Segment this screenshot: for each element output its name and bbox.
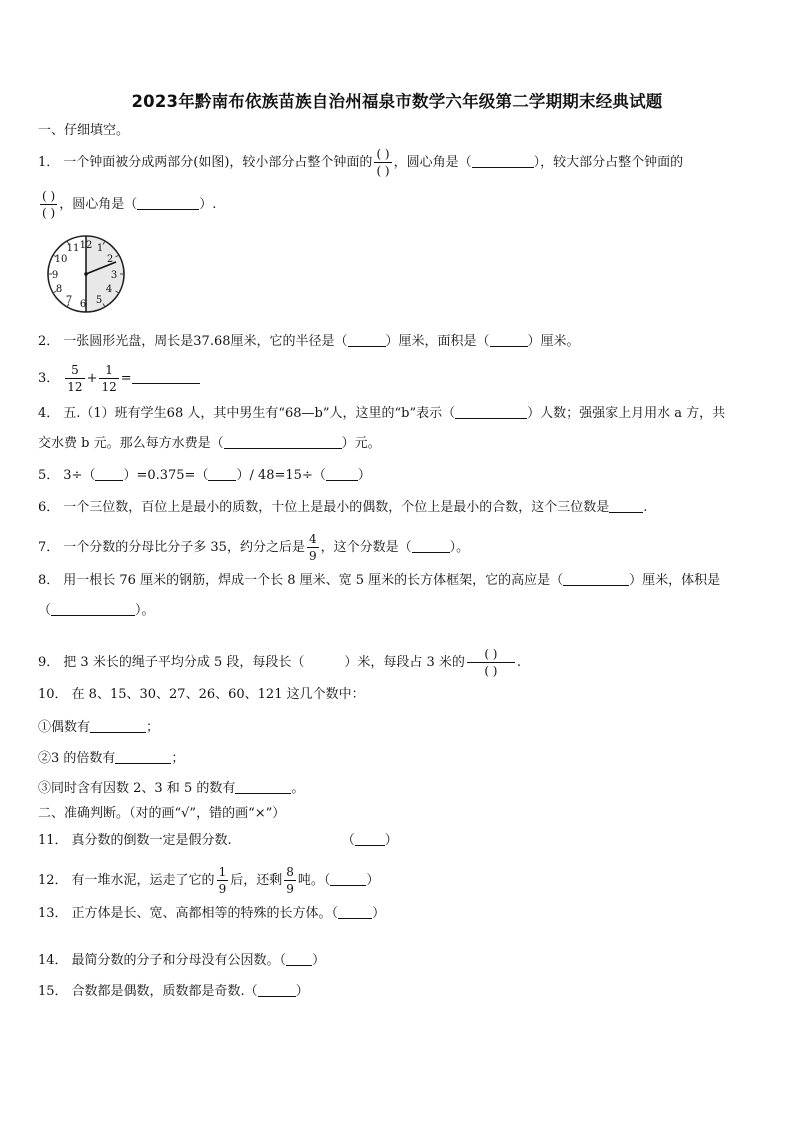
fraction-numerator: ( ) xyxy=(42,189,56,203)
question-text: 后，还剩 xyxy=(230,873,283,888)
question-text: ） xyxy=(384,833,398,848)
clock-number: 6 xyxy=(79,299,87,310)
question-text: ）厘米，面积是（ xyxy=(385,334,490,349)
clock-number: 7 xyxy=(65,295,73,306)
answer-blank[interactable] xyxy=(258,982,296,997)
question-2 xyxy=(38,332,580,351)
answer-blank[interactable] xyxy=(208,466,236,481)
question-text: 最简分数的分子和分母没有公因数。（ xyxy=(71,953,287,968)
question-13 xyxy=(38,904,385,923)
fraction-numerator: 8 xyxy=(286,865,294,879)
question-number: 3． xyxy=(38,371,60,386)
answer-blank[interactable] xyxy=(137,195,199,210)
page-title: 2023年黔南布依族苗族自治州福泉市数学六年级第二学期期末经典试题 xyxy=(131,92,663,111)
answer-blank[interactable] xyxy=(490,332,528,347)
fraction-blank[interactable] xyxy=(40,190,57,219)
equals-sign: = xyxy=(120,371,132,386)
question-text: 合数都是偶数，质数都是奇数.（ xyxy=(71,984,258,999)
fraction xyxy=(217,866,229,895)
question-number: 4． xyxy=(38,406,60,421)
question-10-part-c xyxy=(38,779,304,798)
question-text: 用一根长 76 厘米的钢筋，焊成一个长 8 厘米、宽 5 厘米的长方体框架，它的高应是（ xyxy=(63,573,564,588)
question-10 xyxy=(38,686,365,704)
clock-number: 5 xyxy=(95,295,103,306)
clock-number: 8 xyxy=(55,284,63,295)
answer-blank[interactable] xyxy=(326,466,358,481)
answer-blank[interactable] xyxy=(563,571,629,586)
question-text: ）厘米，体积是 xyxy=(629,573,721,588)
question-15 xyxy=(38,982,309,1001)
fraction-denominator: ( ) xyxy=(484,664,498,678)
section-2-heading: 二、准确判断。（对的画“√”，错的画“×”） xyxy=(38,806,286,821)
question-number: 10． xyxy=(38,687,68,702)
question-text: 3÷（ xyxy=(63,468,96,483)
question-text: ①偶数有 xyxy=(38,720,91,735)
answer-blank[interactable] xyxy=(348,332,386,347)
question-text: ）元。 xyxy=(341,436,381,451)
question-text: ③同时含有因数 2、3 和 5 的数有 xyxy=(38,781,236,796)
question-text: 在 8、15、30、27、26、60、121 这几个数中： xyxy=(71,687,365,702)
fraction-denominator: 9 xyxy=(308,549,317,563)
question-number: 8． xyxy=(38,573,60,588)
question-text: ） xyxy=(312,953,326,968)
question-text: ②3 的倍数有 xyxy=(38,751,116,766)
fraction xyxy=(65,364,84,393)
clock-number: 4 xyxy=(105,284,113,295)
question-text: 有一堆水泥，运走了它的 xyxy=(71,873,215,888)
fraction-numerator: ( ) xyxy=(376,147,390,161)
fraction-denominator: ( ) xyxy=(42,206,56,220)
clock-center xyxy=(84,272,88,276)
answer-blank[interactable] xyxy=(90,718,146,733)
question-text: 吨。（ xyxy=(297,873,331,888)
question-1-line-1 xyxy=(38,148,683,177)
answer-blank[interactable] xyxy=(472,153,534,168)
question-6 xyxy=(38,498,647,517)
question-number: 5． xyxy=(38,468,60,483)
question-text: 一个钟面被分成两部分(如图)，较小部分占整个钟面的 xyxy=(63,155,373,170)
question-text: ，圆心角是（ xyxy=(59,197,138,212)
fraction-denominator: ( ) xyxy=(376,164,390,178)
question-text: ）厘米。 xyxy=(527,334,580,349)
answer-blank[interactable] xyxy=(330,871,366,886)
section-1-heading: 一、仔细填空。 xyxy=(38,123,130,138)
question-text: ； xyxy=(171,751,185,766)
answer-blank[interactable] xyxy=(455,404,527,419)
question-number: 14． xyxy=(38,953,68,968)
fraction-denominator: 9 xyxy=(218,882,227,896)
answer-blank[interactable] xyxy=(51,601,135,616)
question-text: ）. xyxy=(199,197,217,212)
question-text: ） xyxy=(295,984,309,999)
question-text: ）米，每段占 3 米的 xyxy=(344,655,465,670)
fraction-blank[interactable] xyxy=(374,148,391,177)
answer-blank[interactable] xyxy=(115,749,171,764)
question-number: 7． xyxy=(38,540,60,555)
question-7 xyxy=(38,533,469,562)
fraction-denominator: 12 xyxy=(101,380,117,394)
clock-figure xyxy=(38,230,134,320)
question-8-line-1 xyxy=(38,571,720,590)
question-text: ）。 xyxy=(135,603,155,618)
question-text: ，这个分数是（ xyxy=(320,540,412,555)
question-8-line-2 xyxy=(38,601,155,620)
answer-blank[interactable] xyxy=(609,498,643,513)
question-number: 6． xyxy=(38,500,60,515)
question-text: （ xyxy=(38,603,52,618)
question-number: 9． xyxy=(38,655,60,670)
question-12 xyxy=(38,866,379,895)
question-number: 13． xyxy=(38,906,68,921)
question-text: 五.（1）班有学生68 人，其中男生有“68—b”人，这里的“b”表示（ xyxy=(63,406,456,421)
question-text: 正方体是长、宽、高都相等的特殊的长方体。（ xyxy=(71,906,339,921)
fraction-numerator: 1 xyxy=(218,865,227,879)
fraction-denominator: 12 xyxy=(67,380,83,394)
fraction xyxy=(284,866,296,895)
clock-number: 3 xyxy=(110,270,118,281)
question-number: 15． xyxy=(38,984,68,999)
clock-number: 10 xyxy=(54,254,68,265)
fraction-numerator: 1 xyxy=(99,364,118,379)
fraction-blank[interactable] xyxy=(467,648,515,677)
fraction-numerator: 4 xyxy=(308,532,317,546)
question-text: ； xyxy=(146,720,160,735)
fraction xyxy=(307,533,319,562)
question-14 xyxy=(38,951,325,970)
question-text: 交水费 b 元。那么每方水费是（ xyxy=(38,436,224,451)
question-number: 11． xyxy=(38,833,68,848)
question-text: ） xyxy=(357,468,371,483)
plus-sign: + xyxy=(86,371,98,386)
question-10-part-b xyxy=(38,749,184,768)
fraction-numerator: 5 xyxy=(65,364,84,379)
clock-number: 1 xyxy=(96,243,104,254)
question-text: 。 xyxy=(291,781,305,796)
question-4-line-2 xyxy=(38,434,381,453)
question-text: 把 3 米长的绳子平均分成 5 段，每段长（ xyxy=(63,655,305,670)
question-11 xyxy=(38,831,398,850)
question-text: 一个三位数，百位上是最小的质数，十位上是最小的偶数，个位上是最小的合数，这个三位数是 xyxy=(63,500,610,515)
question-text: . xyxy=(643,500,648,515)
fraction-numerator: ( ) xyxy=(467,648,515,663)
clock-number: 11 xyxy=(66,243,80,254)
question-5 xyxy=(38,466,371,485)
question-text: 一张圆形光盘，周长是37.68厘米，它的半径是（ xyxy=(63,334,348,349)
question-text: （ xyxy=(341,833,355,848)
question-4-line-1 xyxy=(38,404,725,423)
question-3 xyxy=(38,364,200,393)
clock-number: 2 xyxy=(106,254,114,265)
clock-number: 12 xyxy=(79,240,93,251)
question-text: ） xyxy=(372,906,386,921)
question-text: ） xyxy=(366,873,380,888)
question-text: 一个分数的分母比分子多 35，约分之后是 xyxy=(63,540,305,555)
question-text: ）。 xyxy=(449,540,470,555)
answer-blank[interactable] xyxy=(132,369,200,384)
answer-blank[interactable] xyxy=(412,538,450,553)
answer-blank[interactable] xyxy=(224,434,342,449)
question-text: . xyxy=(516,655,522,670)
question-10-part-a xyxy=(38,718,159,737)
question-number: 12． xyxy=(38,873,68,888)
answer-blank[interactable] xyxy=(95,466,123,481)
question-text: 真分数的倒数一定是假分数. xyxy=(71,833,232,848)
question-text: ）/ 48=15÷（ xyxy=(236,468,326,483)
question-1-line-2 xyxy=(38,190,216,219)
question-9 xyxy=(38,648,521,677)
question-text: ，圆心角是（ xyxy=(393,155,472,170)
question-number: 1． xyxy=(38,155,60,170)
fraction-denominator: 9 xyxy=(286,882,294,896)
question-text: ）人数；强强家上月用水 a 方，共 xyxy=(527,406,726,421)
answer-blank[interactable] xyxy=(235,779,291,794)
clock-number: 9 xyxy=(51,270,59,281)
fraction xyxy=(99,364,118,393)
answer-blank[interactable] xyxy=(286,951,312,966)
answer-blank[interactable] xyxy=(338,904,372,919)
answer-blank[interactable] xyxy=(355,831,385,846)
question-text: ）=0.375=（ xyxy=(123,468,209,483)
question-text: ），较大部分占整个钟面的 xyxy=(533,155,684,170)
question-number: 2． xyxy=(38,334,60,349)
